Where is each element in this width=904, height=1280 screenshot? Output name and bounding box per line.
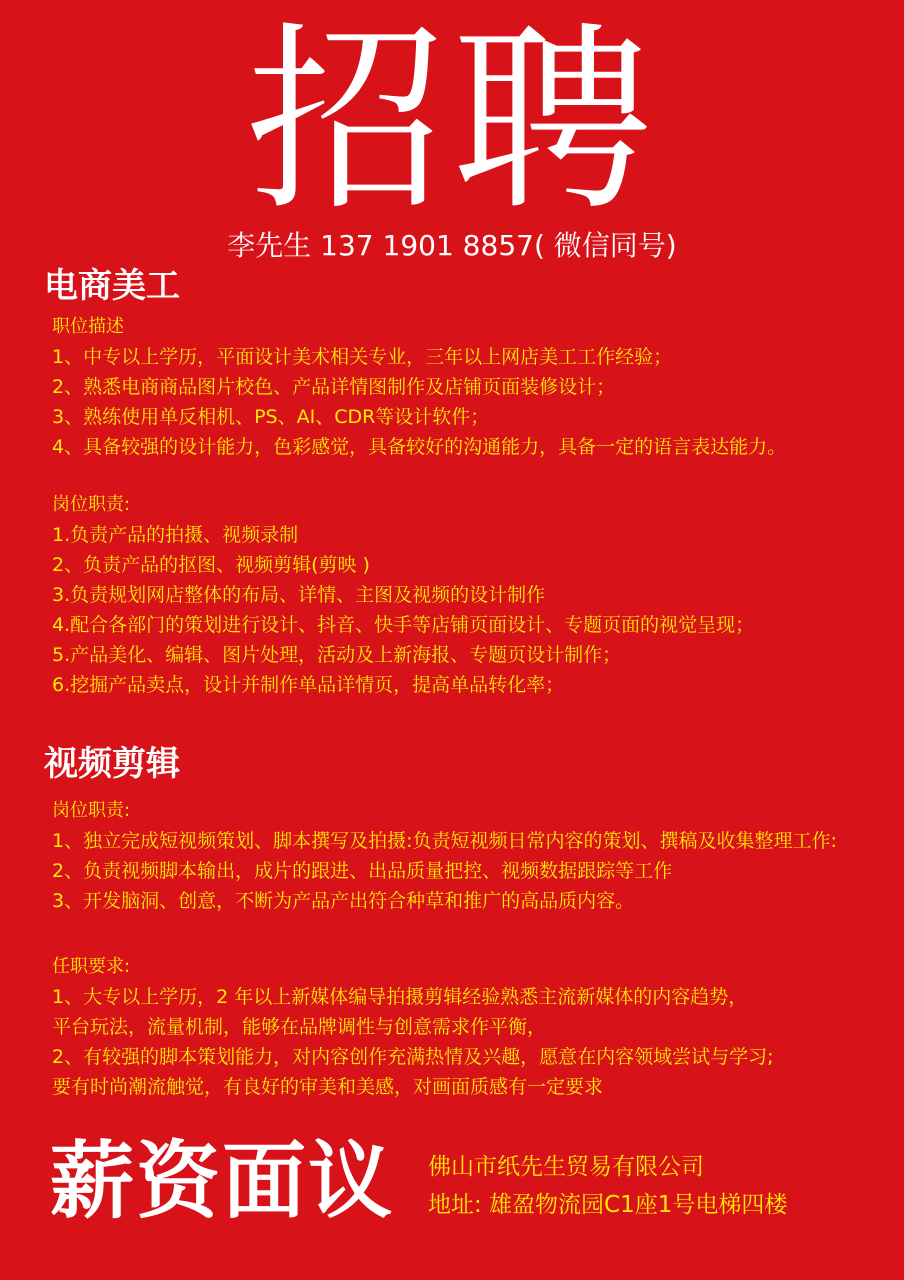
requirement-heading: 任职要求:	[52, 956, 131, 977]
company-info	[428, 1148, 787, 1224]
video-duty-list	[52, 796, 902, 916]
duty-heading: 岗位职责:	[52, 494, 131, 515]
list-item: 4、具备较强的设计能力，色彩感觉，具备较好的沟通能力，具备一定的语言表达能力。	[52, 436, 787, 458]
list-item: 4.配合各部门的策划进行设计、抖音、快手等店铺页面设计、专题页面的视觉呈现；	[52, 614, 755, 636]
list-item: 3、熟练使用单反相机、PS、AI、CDR等设计软件；	[52, 406, 490, 428]
company-name: 佛山市纸先生贸易有限公司	[428, 1154, 704, 1180]
poster-title: 招聘	[245, 5, 658, 238]
list-item: 平台玩法，流量机制，能够在品牌调性与创意需求作平衡，	[52, 1016, 547, 1038]
list-item: 1、中专以上学历，平面设计美术相关专业，三年以上网店美工工作经验；	[52, 346, 673, 368]
list-item: 2、负责产品的抠图、视频剪辑(剪映 )	[52, 554, 370, 576]
list-item: 要有时尚潮流触觉，有良好的审美和美感，对画面质感有一定要求	[52, 1076, 604, 1098]
list-item: 5.产品美化、编辑、图片处理，活动及上新海报、专题页设计制作；	[52, 644, 622, 666]
list-item: 1、大专以上学历，2 年以上新媒体编导拍摄剪辑经验熟悉主流新媒体的内容趋势，	[52, 986, 748, 1008]
list-item: 2、有较强的脚本策划能力，对内容创作充满热情及兴趣，愿意在内容领域尝试与学习;	[52, 1046, 774, 1068]
list-item: 2、熟悉电商商品图片校色、产品详情图制作及店铺页面装修设计；	[52, 376, 616, 398]
section-title-ecommerce-designer: 电商美工	[44, 266, 180, 306]
duty-heading: 岗位职责:	[52, 800, 131, 821]
list-item: 3.负责规划网店整体的布局、详情、主图及视频的设计制作	[52, 584, 546, 606]
ecommerce-duty-list	[52, 490, 902, 700]
list-item: 1、独立完成短视频策划、脚本撰写及拍摄:负责短视频日常内容的策划、撰稿及收集整理工作:	[52, 830, 837, 852]
company-address: 地址: 雄盈物流园C1座1号电梯四楼	[428, 1192, 788, 1218]
salary-negotiable: 薪资面议	[50, 1132, 395, 1230]
contact-line: 李先生 137 1901 8857( 微信同号)	[227, 229, 677, 262]
list-item: 3、开发脑洞、创意，不断为产品产出符合种草和推广的高品质内容。	[52, 890, 635, 912]
description-heading: 职位描述	[52, 316, 124, 337]
section-title-video-editor: 视频剪辑	[44, 744, 180, 784]
list-item: 2、负责视频脚本输出，成片的跟进、出品质量把控、视频数据跟踪等工作	[52, 860, 673, 882]
list-item: 6.挖掘产品卖点，设计并制作单品详情页，提高单品转化率；	[52, 674, 565, 696]
list-item: 1.负责产品的拍摄、视频录制	[52, 524, 299, 546]
ecommerce-description-list	[52, 312, 902, 462]
video-requirement-list	[52, 952, 902, 1102]
